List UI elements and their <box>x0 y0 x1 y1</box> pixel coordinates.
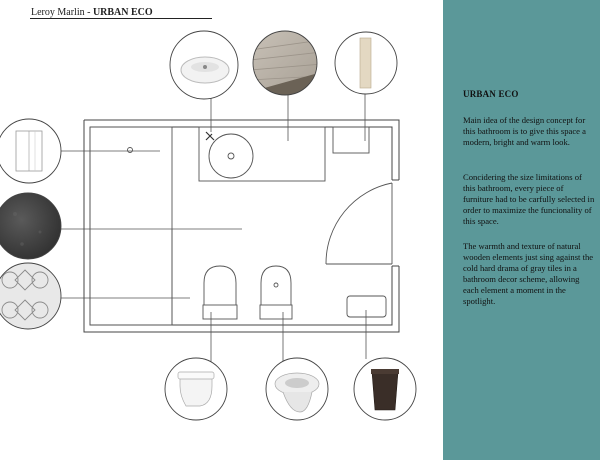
sink-basin <box>209 134 253 178</box>
shower-drain <box>128 148 133 153</box>
brand-name: Leroy Marlin - <box>31 7 93 18</box>
stone-tile-icon <box>0 193 61 259</box>
toilet-icon <box>165 358 227 420</box>
project-title: URBAN ECO <box>92 7 153 18</box>
basket-plan <box>347 296 386 317</box>
sink-icon <box>170 31 238 99</box>
leader-lines <box>61 93 366 362</box>
concept-panel <box>443 0 600 460</box>
faucet <box>206 132 214 140</box>
toilet-plan <box>203 266 237 319</box>
concept-paragraph-3: The warmth and texture of natural wooden elements just sing against the cold hard drama of gray tiles in a bathroom decor scheme, allowing each element a moment in the spotlight. <box>463 241 594 307</box>
shower-icon <box>0 119 61 183</box>
pattern-tile-icon <box>0 263 61 329</box>
cabinet-plan <box>333 127 369 153</box>
bidet-icon <box>266 358 328 420</box>
partitions <box>90 127 172 325</box>
door <box>326 183 392 264</box>
bidet-plan <box>260 266 292 319</box>
wood-texture-icon <box>250 28 322 100</box>
basket-icon <box>354 358 416 420</box>
cabinet-icon <box>335 32 397 94</box>
concept-title: URBAN ECO <box>463 89 519 99</box>
concept-paragraph-2: Concidering the size limitations of this bathroom, every piece of furniture had to be carfully selected in order to maximize the funcionality of this space. <box>463 172 595 227</box>
concept-paragraph-1: Main idea of the design concept for this bathroom is to give this space a modern, bright and warm look. <box>463 115 586 148</box>
vanity-counter <box>199 127 325 181</box>
